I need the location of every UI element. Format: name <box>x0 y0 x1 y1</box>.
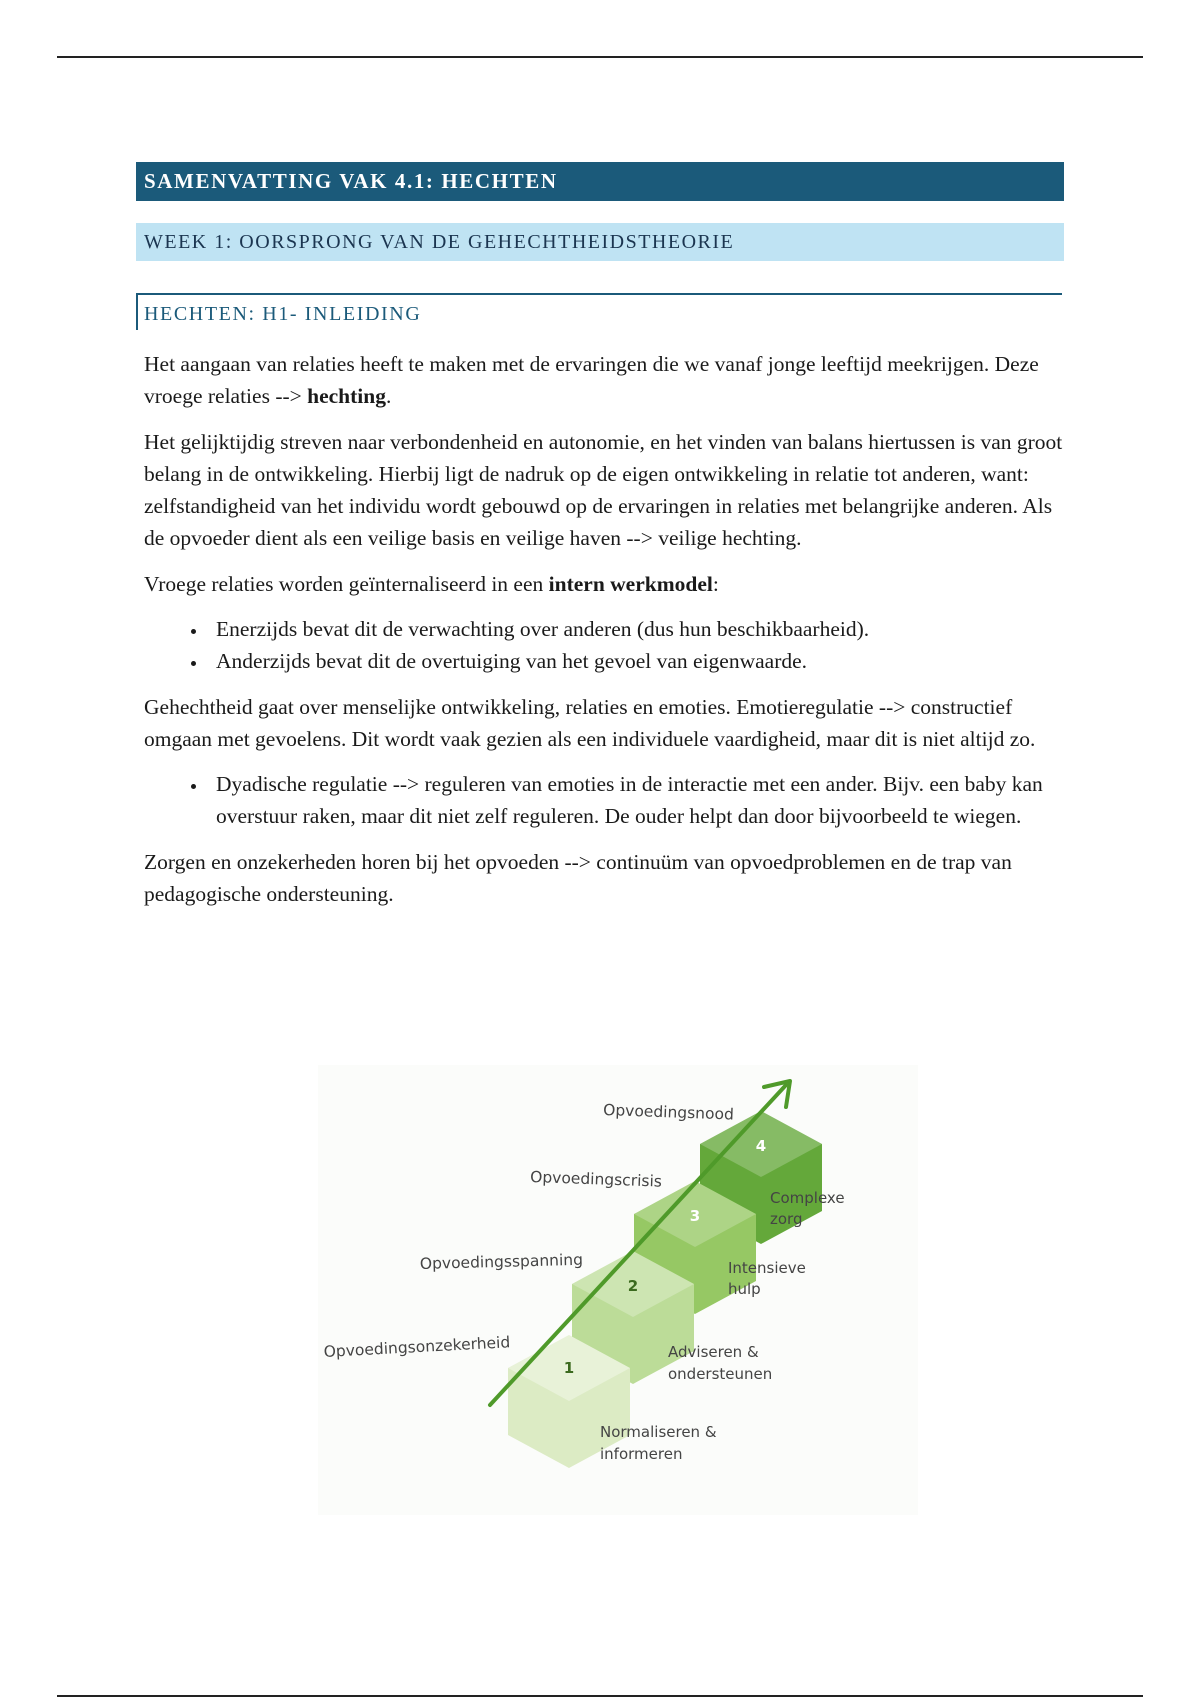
paragraph-autonomy: Het gelijktijdig streven naar verbondenheid en autonomie, en het vinden van balans hiertussen is van groot belang in de ontwikkeling. Hierbij ligt de nadruk op de eigen ontwikkeling in relatie tot anderen, want: zelfstandigheid van het individu wordt gebouwd op de ervaringen in relaties met belangrijke anderen. Als de opvoeder dient als een veilige basis en veilige haven --> veilige hechting. <box>144 430 1063 550</box>
paragraph-werkmodel: Vroege relaties worden geïnternaliseerd in een intern werkmodel: <box>144 572 719 596</box>
step-label-1-line1: Normaliseren & <box>600 1423 717 1441</box>
werkmodel-list <box>144 613 1064 677</box>
step-label-4-line1: Complexe <box>770 1189 845 1207</box>
step-label-3-line2: hulp <box>728 1280 761 1298</box>
step-label-2-line1: Adviseren & <box>668 1343 759 1361</box>
step-number-4: 4 <box>755 1137 767 1155</box>
step-label-4-line2: zorg <box>770 1210 803 1228</box>
support-staircase-figure <box>318 1065 918 1515</box>
step-label-1-line2: informeren <box>600 1445 683 1463</box>
paragraph-intro: Het aangaan van relaties heeft te maken met de ervaringen die we vanaf jonge leeftijd meekrijgen. Deze vroege relaties --> hechting. <box>144 352 1039 408</box>
document-title: SAMENVATTING VAK 4.1: HECHTEN <box>136 162 1064 201</box>
step-label-2-line2: ondersteunen <box>668 1365 773 1383</box>
stage-label-onzekerheid: Opvoedingsonzekerheid <box>323 1333 511 1361</box>
regulatie-list <box>144 768 1064 832</box>
step-label-3-line1: Intensieve <box>728 1259 806 1277</box>
footer-rule <box>57 1695 1143 1697</box>
stage-label-nood: Opvoedingsnood <box>602 1101 735 1124</box>
step-number-1: 1 <box>563 1359 575 1377</box>
document-body <box>136 162 1064 910</box>
week-heading: WEEK 1: OORSPRONG VAN DE GEHECHTHEIDSTHEORIE <box>136 223 1064 261</box>
stage-label-spanning: Opvoedingsspanning <box>419 1250 584 1273</box>
term-hechting: hechting <box>307 384 386 408</box>
term-intern-werkmodel: intern werkmodel <box>548 572 713 596</box>
step-number-2: 2 <box>627 1277 639 1295</box>
paragraph-emotieregulatie: Gehechtheid gaat over menselijke ontwikkeling, relaties en emoties. Emotieregulatie --> constructief omgaan met gevoelens. Dit wordt vaak gezien als een individuele vaardigheid, maar dit is niet altijd zo. <box>144 695 1036 751</box>
list-item: • Enerzijds bevat dit de verwachting over anderen (dus hun beschikbaarheid). <box>208 613 1064 645</box>
paragraph-continuum: Zorgen en onzekerheden horen bij het opvoeden --> continuüm van opvoedproblemen en de trap van pedagogische ondersteuning. <box>144 850 1012 906</box>
step-number-3: 3 <box>689 1207 701 1225</box>
list-item: • Dyadische regulatie --> reguleren van emoties in de interactie met een ander. Bijv. een baby kan overstuur raken, maar dit niet zelf reguleren. De ouder helpt dan door bijvoorbeeld te wiegen. <box>208 768 1064 832</box>
list-item: • Anderzijds bevat dit de overtuiging van het gevoel van eigenwaarde. <box>208 645 1064 677</box>
staircase-diagram <box>318 1065 918 1515</box>
stage-label-crisis: Opvoedingscrisis <box>529 1168 663 1191</box>
section-heading: HECHTEN: H1- INLEIDING <box>136 293 1062 330</box>
header-rule <box>57 56 1143 58</box>
